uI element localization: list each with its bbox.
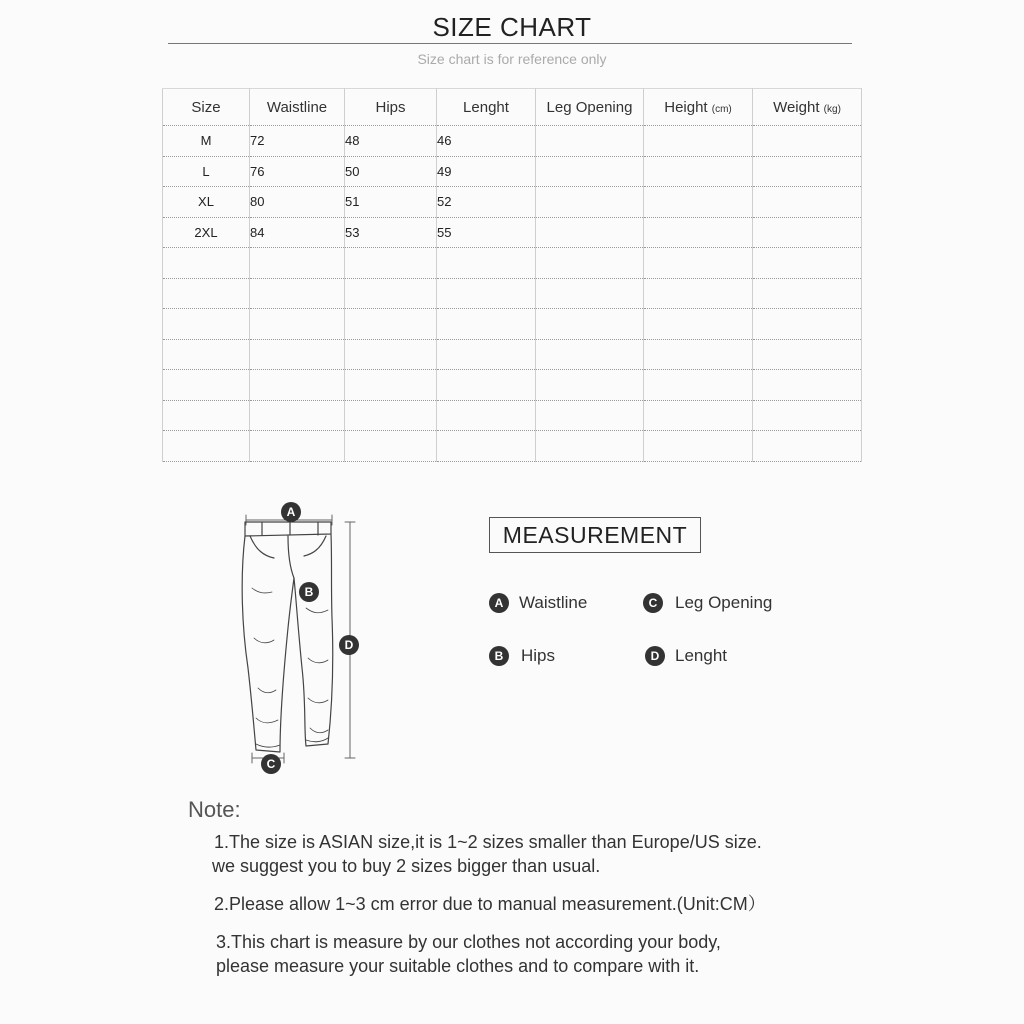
cell-hips: 51 <box>345 187 437 218</box>
table-row-empty <box>163 400 862 431</box>
cell-empty <box>536 187 644 218</box>
measurement-title: MEASUREMENT <box>489 517 701 553</box>
note-title: Note: <box>188 797 241 822</box>
table-row-empty <box>163 278 862 309</box>
cell-size: 2XL <box>163 217 250 248</box>
header-height-label: Height <box>664 98 708 116</box>
header-height <box>644 89 753 126</box>
size-chart-table <box>162 88 862 462</box>
cell-length: 46 <box>437 126 536 157</box>
cell-waistline: 80 <box>250 187 345 218</box>
legend-label-length: Lenght <box>675 646 727 665</box>
pants-diagram <box>228 498 378 783</box>
page-title: SIZE CHART <box>432 12 592 42</box>
cell-empty <box>753 187 862 218</box>
cell-length: 52 <box>437 187 536 218</box>
cell-empty <box>536 126 644 157</box>
header-height-unit: (cm) <box>711 103 732 115</box>
header-weight-unit: (kg) <box>823 103 841 115</box>
cell-length: 49 <box>437 156 536 187</box>
cell-waistline: 84 <box>250 217 345 248</box>
legend-leg-opening <box>643 592 772 614</box>
title-divider <box>168 43 852 44</box>
legend-waistline <box>489 592 587 614</box>
header-waistline: Waistline <box>250 89 345 126</box>
table-header-row <box>163 89 862 126</box>
legend-label-leg-opening: Leg Opening <box>675 593 773 612</box>
note-2: 2.Please allow 1~3 cm error due to manual measurement.(Unit:CM） <box>214 894 766 914</box>
header-length: Lenght <box>437 89 536 126</box>
cell-size: M <box>163 126 250 157</box>
cell-hips: 53 <box>345 217 437 248</box>
header-leg-opening: Leg Opening <box>536 89 644 126</box>
legend-length <box>645 645 727 667</box>
cell-size: L <box>163 156 250 187</box>
note-3-line-2: please measure your suitable clothes and to compare with it. <box>216 956 700 976</box>
table-row <box>163 187 862 218</box>
cell-size: XL <box>163 187 250 218</box>
marker-c-badge: C <box>261 754 281 774</box>
header-weight-label: Weight <box>773 98 820 116</box>
cell-empty <box>753 217 862 248</box>
cell-empty <box>644 126 753 157</box>
header-weight <box>753 89 862 126</box>
note-3-line-1: 3.This chart is measure by our clothes not according your body, <box>216 932 721 952</box>
table-row-empty <box>163 370 862 401</box>
legend-badge-d: D <box>645 646 665 666</box>
cell-empty <box>644 217 753 248</box>
cell-hips: 48 <box>345 126 437 157</box>
table-row-empty <box>163 309 862 340</box>
cell-empty <box>644 156 753 187</box>
cell-waistline: 72 <box>250 126 345 157</box>
cell-empty <box>644 187 753 218</box>
header-hips: Hips <box>345 89 437 126</box>
marker-d-badge: D <box>339 635 359 655</box>
cell-hips: 50 <box>345 156 437 187</box>
cell-empty <box>753 156 862 187</box>
legend-hips <box>489 645 555 667</box>
cell-waistline: 76 <box>250 156 345 187</box>
legend-label-waistline: Waistline <box>519 593 588 612</box>
legend-badge-b: B <box>489 646 509 666</box>
legend-label-hips: Hips <box>521 646 556 665</box>
note-1-line-2: we suggest you to buy 2 sizes bigger than usual. <box>212 856 601 876</box>
table-row <box>163 126 862 157</box>
cell-empty <box>536 156 644 187</box>
table-row <box>163 156 862 187</box>
table-row-empty <box>163 431 862 462</box>
cell-length: 55 <box>437 217 536 248</box>
table-row-empty <box>163 248 862 279</box>
marker-b-badge: B <box>299 582 319 602</box>
table-row <box>163 217 862 248</box>
page-subtitle: Size chart is for reference only <box>417 51 607 67</box>
table-row-empty <box>163 339 862 370</box>
marker-a-badge: A <box>281 502 301 522</box>
cell-empty <box>753 126 862 157</box>
legend-badge-c: C <box>643 593 663 613</box>
cell-empty <box>536 217 644 248</box>
header-size: Size <box>163 89 250 126</box>
note-1-line-1: 1.The size is ASIAN size,it is 1~2 sizes smaller than Europe/US size. <box>214 832 762 852</box>
legend-badge-a: A <box>489 593 509 613</box>
